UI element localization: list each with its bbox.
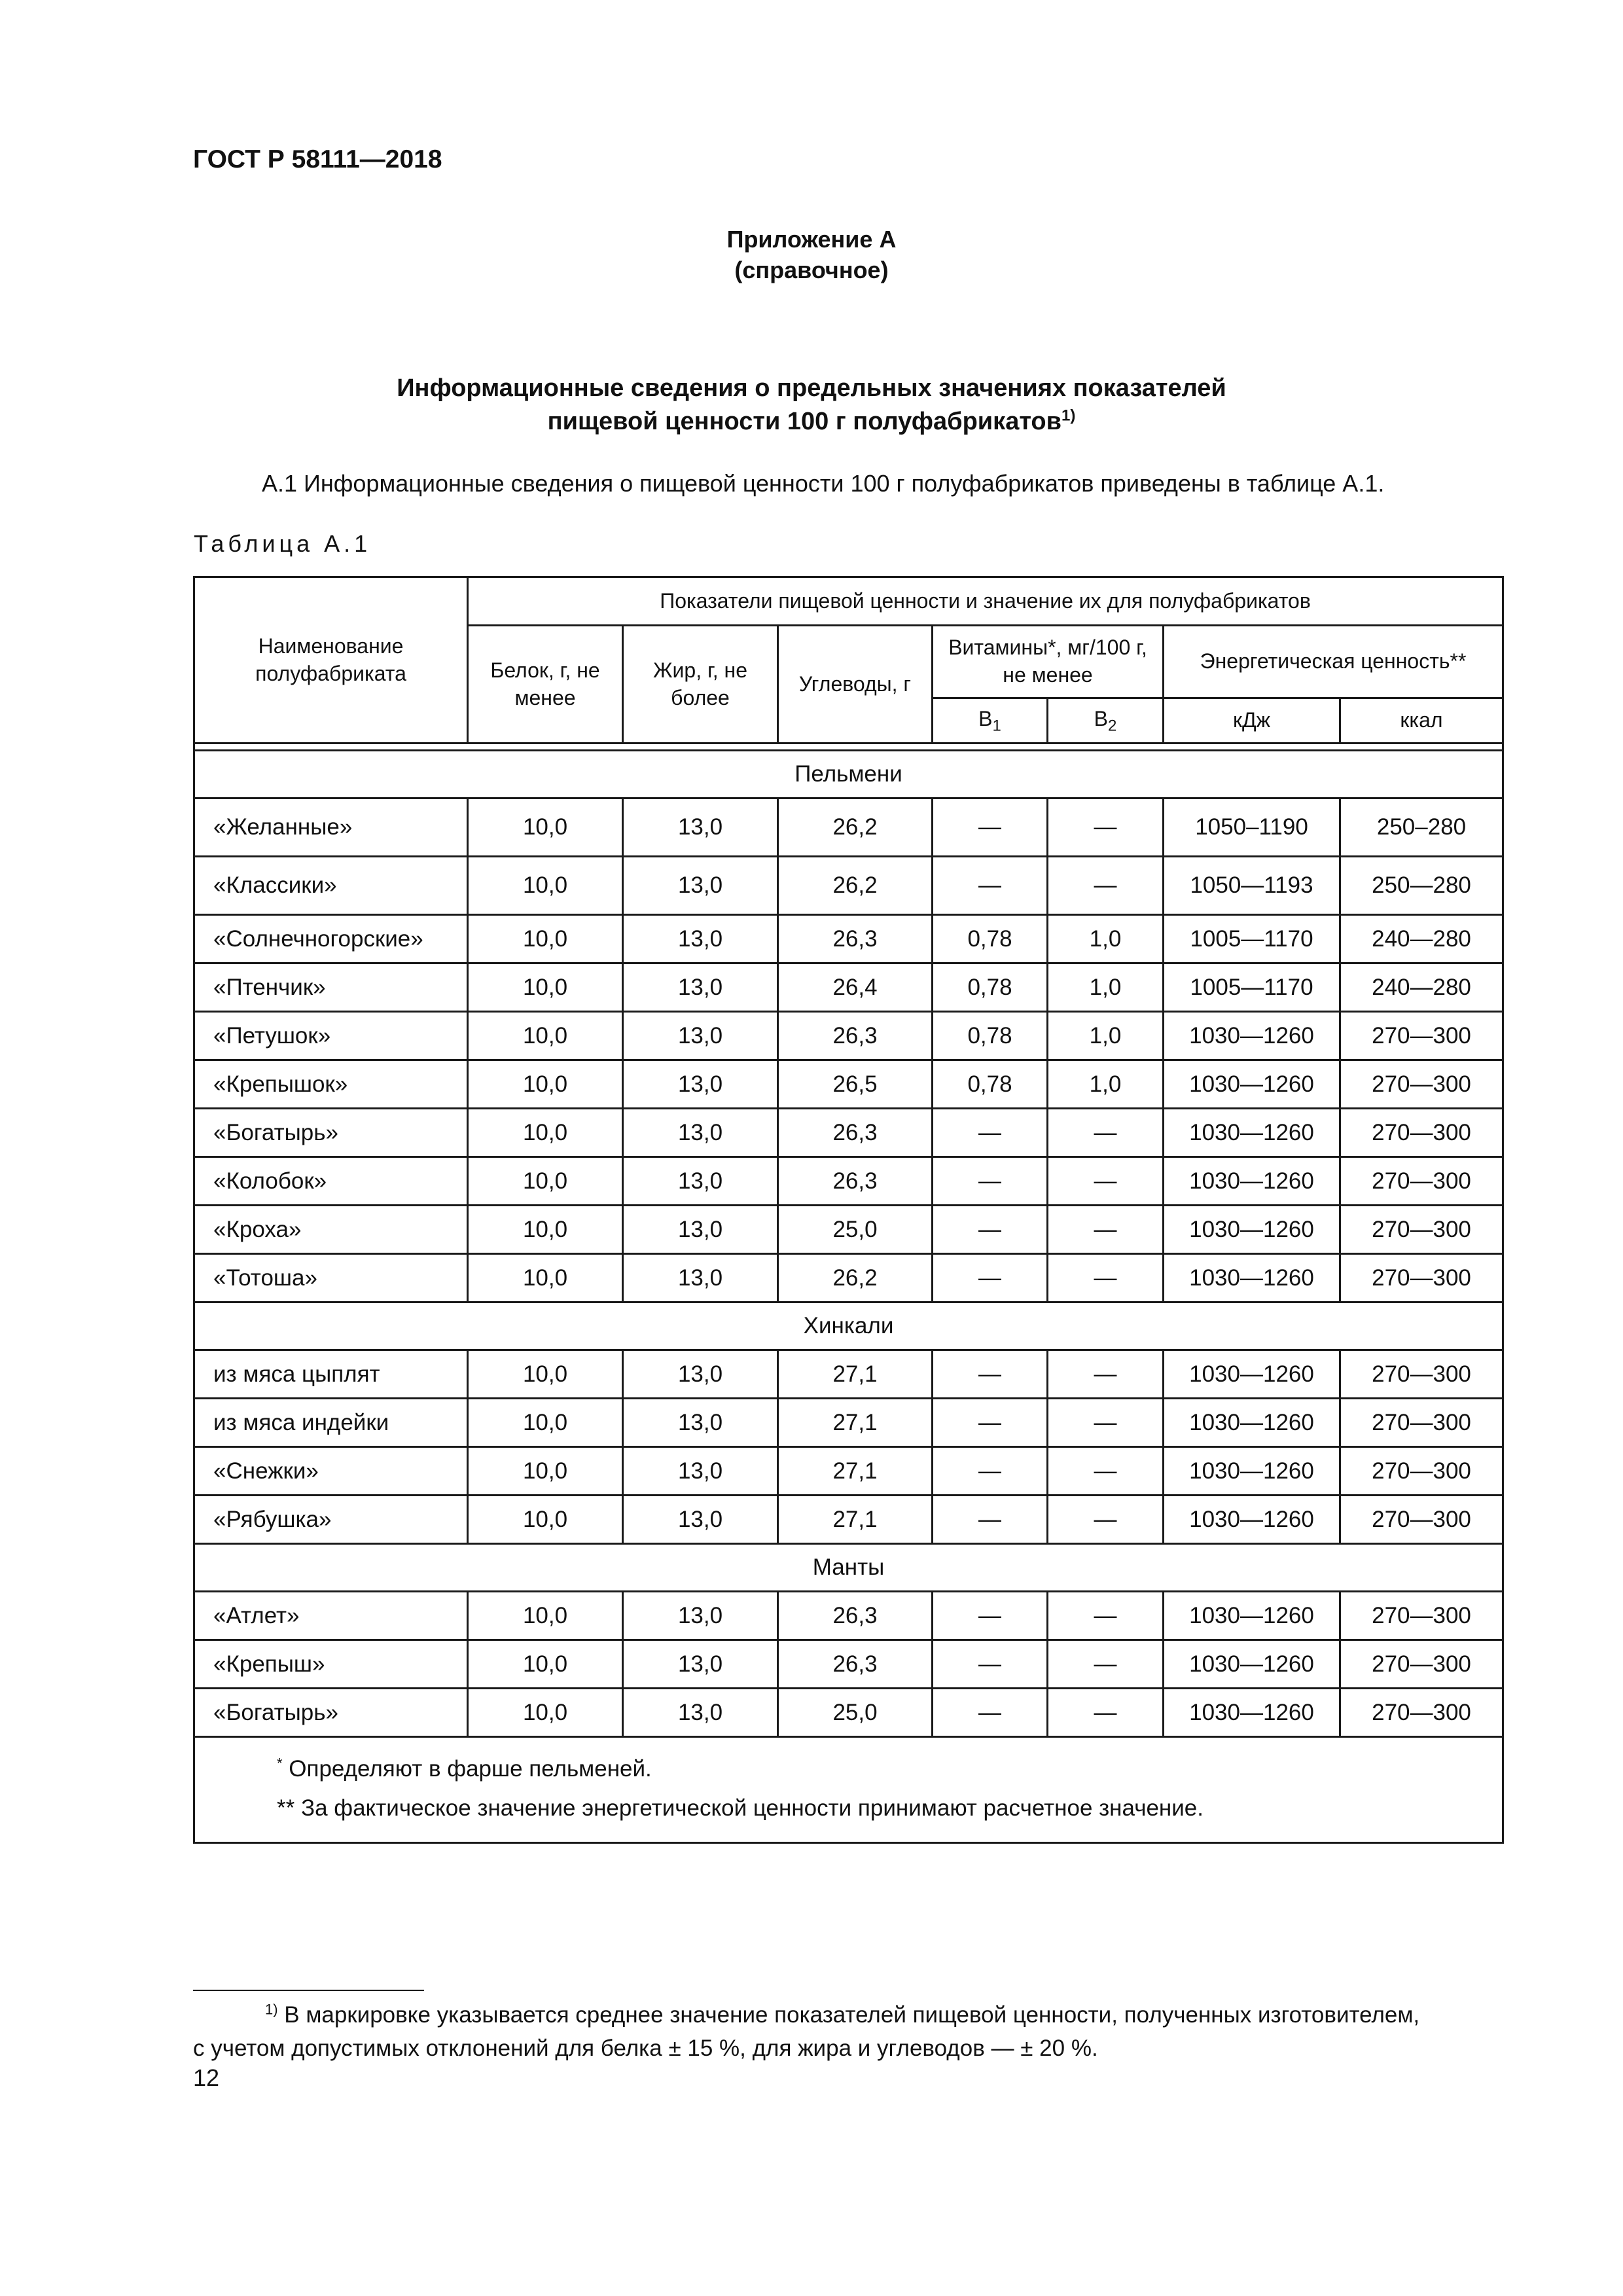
cell-energy-kj: 1030—1260: [1164, 1206, 1340, 1254]
title-line-2: пищевой ценности 100 г полуфабрикатов$^{1)}$: [547, 406, 1076, 436]
cell-vitamin-b2: —: [1048, 1157, 1164, 1206]
cell-protein: 10,0: [468, 1496, 623, 1544]
table-row: [194, 1012, 1503, 1060]
cell-energy-kcal: 270—300: [1340, 1206, 1503, 1254]
cell-energy-kj: 1030—1260: [1164, 1689, 1340, 1737]
cell-energy-kcal: 250–280: [1340, 798, 1503, 857]
cell-fat: 13,0: [623, 1206, 778, 1254]
cell-energy-kj: 1030—1260: [1164, 1109, 1340, 1157]
cell-carbs: 27,1: [778, 1447, 933, 1496]
cell-vitamin-b2: —: [1048, 1206, 1164, 1254]
cell-name: «Птенчик»: [194, 963, 468, 1012]
table-row: [194, 1592, 1503, 1640]
cell-vitamin-b1: —: [933, 1689, 1048, 1737]
cell-carbs: 25,0: [778, 1206, 933, 1254]
cell-name: «Крепышок»: [194, 1060, 468, 1109]
cell-fat: 13,0: [623, 1109, 778, 1157]
section-title: Манты: [194, 1544, 1503, 1592]
cell-fat: 13,0: [623, 1496, 778, 1544]
table-notes: [194, 1737, 1503, 1843]
cell-fat: 13,0: [623, 1640, 778, 1689]
table-row: [194, 857, 1503, 915]
note-star: * Определяют в фарше пельменей.: [277, 1755, 652, 1782]
header-vitamins: Витамины*, мг/100 г, не менее: [933, 626, 1164, 698]
cell-energy-kcal: 270—300: [1340, 1109, 1503, 1157]
cell-carbs: 26,3: [778, 1157, 933, 1206]
cell-fat: 13,0: [623, 798, 778, 857]
table-label: Таблица А.1: [194, 530, 372, 557]
cell-vitamin-b1: —: [933, 1640, 1048, 1689]
cell-vitamin-b1: —: [933, 1206, 1048, 1254]
cell-protein: 10,0: [468, 1012, 623, 1060]
table-row: [194, 915, 1503, 963]
cell-protein: 10,0: [468, 1689, 623, 1737]
cell-name: «Рябушка»: [194, 1496, 468, 1544]
note-double-star: ** За фактическое значение энергетической ценности принимают расчетное значение.: [277, 1795, 1204, 1821]
cell-name: «Кроха»: [194, 1206, 468, 1254]
header-protein: Белок, г, не менее: [468, 626, 623, 744]
document-title: [0, 372, 1623, 439]
cell-carbs: 26,2: [778, 857, 933, 915]
section-row: [194, 1544, 1503, 1592]
cell-carbs: 26,4: [778, 963, 933, 1012]
cell-fat: 13,0: [623, 1060, 778, 1109]
table-row: [194, 1350, 1503, 1399]
cell-energy-kcal: 270—300: [1340, 1399, 1503, 1447]
cell-vitamin-b2: 1,0: [1048, 1060, 1164, 1109]
header-name: Наименование полуфабриката: [194, 577, 468, 744]
cell-vitamin-b1: —: [933, 1109, 1048, 1157]
cell-vitamin-b2: —: [1048, 1350, 1164, 1399]
cell-protein: 10,0: [468, 798, 623, 857]
cell-vitamin-b2: —: [1048, 1496, 1164, 1544]
cell-fat: 13,0: [623, 1592, 778, 1640]
cell-carbs: 27,1: [778, 1350, 933, 1399]
cell-carbs: 25,0: [778, 1689, 933, 1737]
cell-vitamin-b2: —: [1048, 857, 1164, 915]
table-row: [194, 1399, 1503, 1447]
cell-vitamin-b1: 0,78: [933, 915, 1048, 963]
cell-name: «Богатырь»: [194, 1689, 468, 1737]
cell-vitamin-b1: —: [933, 1399, 1048, 1447]
nutrition-table: [193, 576, 1504, 1844]
cell-vitamin-b1: —: [933, 857, 1048, 915]
cell-carbs: 27,1: [778, 1496, 933, 1544]
cell-name: «Атлет»: [194, 1592, 468, 1640]
cell-name: «Богатырь»: [194, 1109, 468, 1157]
cell-energy-kj: 1030—1260: [1164, 1592, 1340, 1640]
cell-energy-kcal: 270—300: [1340, 1447, 1503, 1496]
header-vitamin-b2: $B_2$: [1048, 698, 1164, 744]
cell-vitamin-b2: 1,0: [1048, 915, 1164, 963]
cell-energy-kcal: 270—300: [1340, 1350, 1503, 1399]
cell-vitamin-b2: —: [1048, 1640, 1164, 1689]
cell-fat: 13,0: [623, 915, 778, 963]
cell-energy-kj: 1030—1260: [1164, 1157, 1340, 1206]
cell-vitamin-b2: —: [1048, 1254, 1164, 1302]
cell-fat: 13,0: [623, 1447, 778, 1496]
cell-fat: 13,0: [623, 857, 778, 915]
cell-energy-kj: 1030—1260: [1164, 1399, 1340, 1447]
section-separator: [194, 744, 1503, 751]
cell-name: из мяса цыплят: [194, 1350, 468, 1399]
cell-vitamin-b2: —: [1048, 798, 1164, 857]
cell-vitamin-b1: —: [933, 1350, 1048, 1399]
cell-protein: 10,0: [468, 1060, 623, 1109]
cell-vitamin-b1: —: [933, 1254, 1048, 1302]
cell-energy-kj: 1030—1260: [1164, 1447, 1340, 1496]
cell-vitamin-b2: 1,0: [1048, 963, 1164, 1012]
cell-protein: 10,0: [468, 1206, 623, 1254]
cell-vitamin-b1: —: [933, 1496, 1048, 1544]
cell-carbs: 26,3: [778, 1109, 933, 1157]
header-vitamin-b1: $B_1$: [933, 698, 1048, 744]
table-row: [194, 1060, 1503, 1109]
table-body: [194, 744, 1503, 1737]
cell-name: «Тотоша»: [194, 1254, 468, 1302]
annex-subtitle: (справочное): [734, 257, 889, 283]
header-group: Показатели пищевой ценности и значение их для полуфабрикатов: [468, 577, 1503, 626]
cell-protein: 10,0: [468, 1350, 623, 1399]
table-row: [194, 1496, 1503, 1544]
cell-protein: 10,0: [468, 1640, 623, 1689]
cell-energy-kj: 1030—1260: [1164, 1496, 1340, 1544]
header-kj: кДж: [1164, 698, 1340, 744]
cell-fat: 13,0: [623, 1157, 778, 1206]
cell-vitamin-b1: —: [933, 1447, 1048, 1496]
cell-vitamin-b2: 1,0: [1048, 1012, 1164, 1060]
cell-name: «Снежки»: [194, 1447, 468, 1496]
header-energy: Энергетическая ценность**: [1164, 626, 1503, 698]
cell-energy-kcal: 270—300: [1340, 1689, 1503, 1737]
cell-name: «Желанные»: [194, 798, 468, 857]
cell-protein: 10,0: [468, 1447, 623, 1496]
cell-energy-kj: 1005—1170: [1164, 915, 1340, 963]
cell-protein: 10,0: [468, 915, 623, 963]
cell-vitamin-b2: —: [1048, 1447, 1164, 1496]
cell-fat: 13,0: [623, 1689, 778, 1737]
table-row: [194, 1689, 1503, 1737]
title-footnote-ref: 1): [1061, 406, 1076, 425]
table-row: [194, 1254, 1503, 1302]
cell-name: «Крепыш»: [194, 1640, 468, 1689]
header-kcal: ккал: [1340, 698, 1503, 744]
cell-energy-kj: 1030—1260: [1164, 1350, 1340, 1399]
table-row: [194, 963, 1503, 1012]
cell-energy-kcal: 270—300: [1340, 1254, 1503, 1302]
cell-vitamin-b1: 0,78: [933, 1060, 1048, 1109]
cell-energy-kj: 1050—1193: [1164, 857, 1340, 915]
cell-protein: 10,0: [468, 1254, 623, 1302]
title-line-1: Информационные сведения о предельных значениях показателей: [397, 374, 1226, 402]
footnote-line-1: $^{1)}$ В маркировке указывается среднее значение показателей пищевой ценности, полученных изготовителем,: [265, 2001, 1420, 2028]
table-row: [194, 1109, 1503, 1157]
cell-fat: 13,0: [623, 963, 778, 1012]
cell-energy-kj: 1030—1260: [1164, 1254, 1340, 1302]
cell-fat: 13,0: [623, 1012, 778, 1060]
cell-carbs: 26,3: [778, 915, 933, 963]
cell-name: «Классики»: [194, 857, 468, 915]
cell-fat: 13,0: [623, 1399, 778, 1447]
footnote-line-2: с учетом допустимых отклонений для белка ± 15 %, для жира и углеводов — ± 20 %.: [193, 2035, 1098, 2061]
cell-energy-kcal: 240—280: [1340, 915, 1503, 963]
cell-energy-kcal: 270—300: [1340, 1640, 1503, 1689]
cell-vitamin-b1: —: [933, 1592, 1048, 1640]
table-row: [194, 1447, 1503, 1496]
cell-protein: 10,0: [468, 1592, 623, 1640]
header-carbs: Углеводы, г: [778, 626, 933, 744]
cell-name: «Петушок»: [194, 1012, 468, 1060]
intro-paragraph: А.1 Информационные сведения о пищевой ценности 100 г полуфабрикатов приведены в таблице А.1.: [262, 470, 1385, 497]
table-row: [194, 1206, 1503, 1254]
cell-energy-kj: 1030—1260: [1164, 1012, 1340, 1060]
cell-energy-kcal: 250—280: [1340, 857, 1503, 915]
cell-fat: 13,0: [623, 1350, 778, 1399]
section-title: Пельмени: [194, 751, 1503, 798]
cell-vitamin-b2: —: [1048, 1689, 1164, 1737]
cell-energy-kcal: 270—300: [1340, 1060, 1503, 1109]
table-row: [194, 1640, 1503, 1689]
cell-carbs: 26,3: [778, 1640, 933, 1689]
cell-vitamin-b1: 0,78: [933, 1012, 1048, 1060]
header-fat: Жир, г, не более: [623, 626, 778, 744]
cell-protein: 10,0: [468, 1157, 623, 1206]
cell-energy-kcal: 270—300: [1340, 1496, 1503, 1544]
cell-carbs: 27,1: [778, 1399, 933, 1447]
cell-protein: 10,0: [468, 1399, 623, 1447]
cell-protein: 10,0: [468, 963, 623, 1012]
section-row: [194, 751, 1503, 798]
cell-fat: 13,0: [623, 1254, 778, 1302]
annex-title: Приложение А: [726, 226, 897, 253]
cell-protein: 10,0: [468, 857, 623, 915]
cell-name: «Солнечногорские»: [194, 915, 468, 963]
standard-designation: ГОСТ Р 58111—2018: [193, 145, 442, 173]
cell-name: «Колобок»: [194, 1157, 468, 1206]
cell-vitamin-b1: —: [933, 798, 1048, 857]
cell-energy-kcal: 270—300: [1340, 1012, 1503, 1060]
cell-carbs: 26,3: [778, 1592, 933, 1640]
cell-energy-kcal: 240—280: [1340, 963, 1503, 1012]
cell-carbs: 26,5: [778, 1060, 933, 1109]
table-row: [194, 1157, 1503, 1206]
page-number: 12: [193, 2064, 220, 2091]
section-title: Хинкали: [194, 1302, 1503, 1350]
cell-vitamin-b2: —: [1048, 1109, 1164, 1157]
cell-carbs: 26,2: [778, 1254, 933, 1302]
cell-carbs: 26,3: [778, 1012, 933, 1060]
cell-name: из мяса индейки: [194, 1399, 468, 1447]
footnote: [193, 1999, 1505, 2066]
cell-energy-kcal: 270—300: [1340, 1157, 1503, 1206]
section-row: [194, 1302, 1503, 1350]
cell-energy-kcal: 270—300: [1340, 1592, 1503, 1640]
cell-vitamin-b2: —: [1048, 1592, 1164, 1640]
cell-carbs: 26,2: [778, 798, 933, 857]
footnote-rule: [193, 1990, 424, 1991]
cell-energy-kj: 1050–1190: [1164, 798, 1340, 857]
cell-energy-kj: 1005—1170: [1164, 963, 1340, 1012]
cell-vitamin-b1: 0,78: [933, 963, 1048, 1012]
cell-protein: 10,0: [468, 1109, 623, 1157]
cell-vitamin-b2: —: [1048, 1399, 1164, 1447]
table-row: [194, 798, 1503, 857]
cell-energy-kj: 1030—1260: [1164, 1640, 1340, 1689]
cell-energy-kj: 1030—1260: [1164, 1060, 1340, 1109]
cell-vitamin-b1: —: [933, 1157, 1048, 1206]
